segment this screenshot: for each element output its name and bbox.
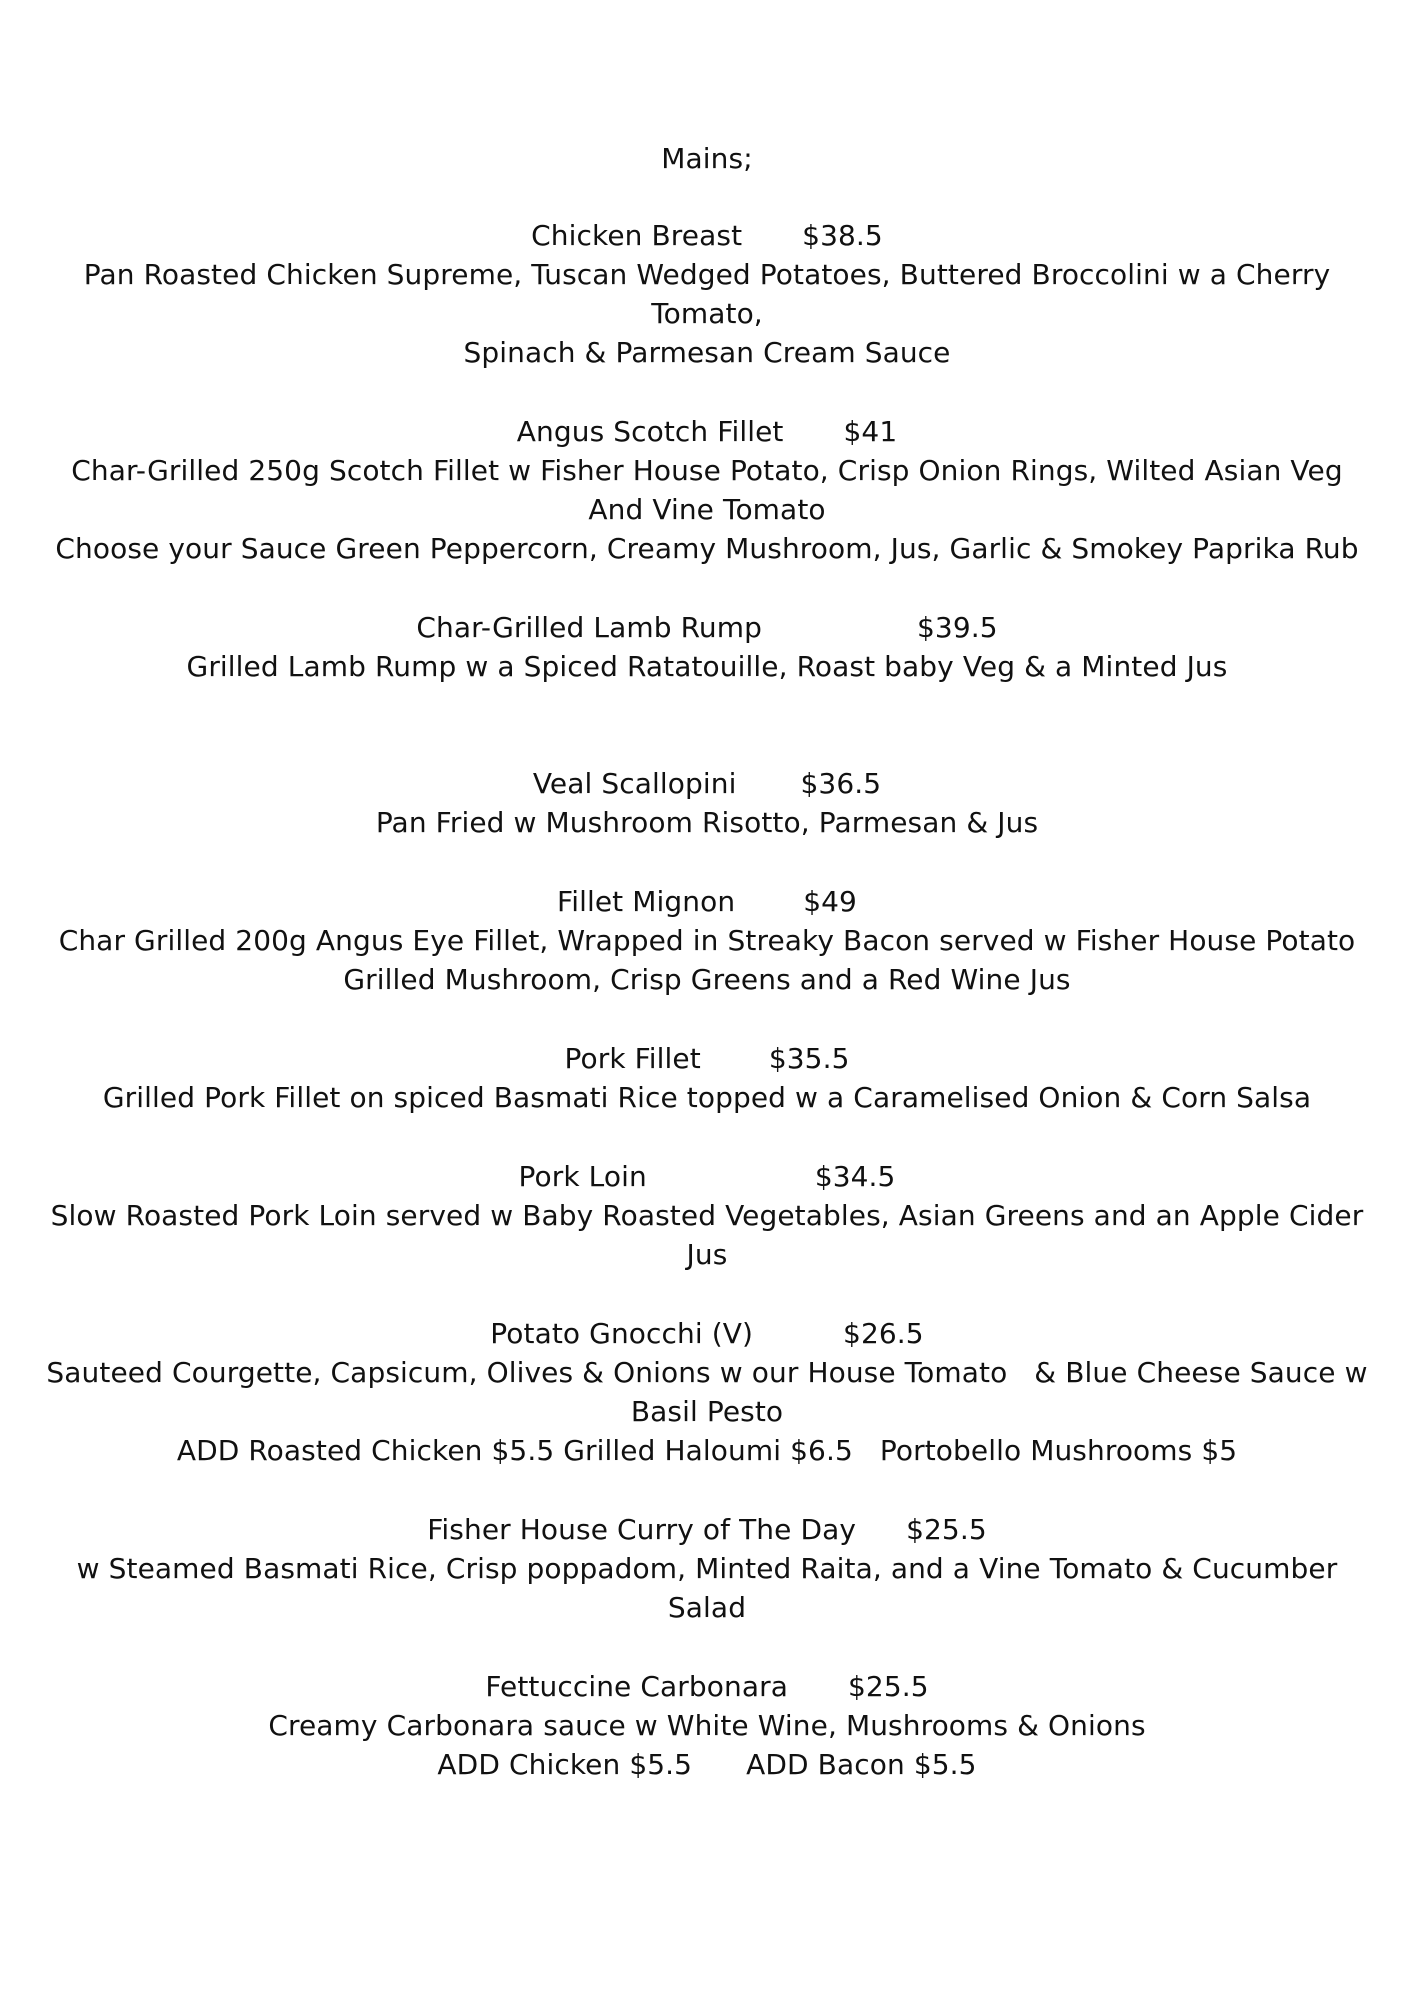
menu-item-title [0,412,1414,452]
dish-description: And Vine Tomato [588,493,826,526]
menu-item-title [0,1667,1414,1707]
dish-description: Grilled Pork Fillet on spiced Basmati Rice topped w a Caramelised Onion & Corn Salsa [102,1081,1312,1114]
dish-name: Pork Fillet [564,1042,701,1075]
menu-item-title [0,1039,1414,1079]
dish-description: w Steamed Basmati Rice, Crisp poppadom, Minted Raita, and a Vine Tomato & Cucumber [76,1552,1338,1585]
dish-price: $39.5 [916,611,998,644]
menu-item-title [0,608,1414,648]
dish-name: Veal Scallopini [532,767,737,800]
menu-item-title [0,764,1414,804]
dish-description: Pan Fried w Mushroom Risotto, Parmesan & Jus [375,806,1039,839]
dish-description: Pan Roasted Chicken Supreme, Tuscan Wedged Potatoes, Buttered Broccolini w a Cherry [83,258,1331,291]
dish-description: Sauteed Courgette, Capsicum, Olives & Onions w our House Tomato & Blue Cheese Sauce w [46,1356,1368,1389]
menu-item-title [0,1314,1414,1354]
dish-price: $34.5 [814,1160,896,1193]
dish-name: Angus Scotch Fillet [516,415,784,448]
menu-item-title [0,882,1414,922]
dish-name: Fisher House Curry of The Day [427,1513,857,1546]
dish-name: Potato Gnocchi (V) [490,1317,754,1350]
dish-description: Basil Pesto [630,1395,784,1428]
dish-price: $35.5 [768,1042,850,1075]
menu-heading: Mains; [661,142,753,175]
dish-addons: ADD Roasted Chicken $5.5 Grilled Haloumi $6.5 Portobello Mushrooms $5 [176,1434,1238,1467]
dish-name: Fillet Mignon [557,885,736,918]
dish-price: $49 [803,885,857,918]
dish-description: Spinach & Parmesan Cream Sauce [463,336,951,369]
dish-name: Chicken Breast [531,219,743,252]
dish-description: Tomato, [651,297,763,330]
dish-description: Salad [667,1591,747,1624]
dish-description: Grilled Lamb Rump w a Spiced Ratatouille, Roast baby Veg & a Minted Jus [186,650,1228,683]
menu-item-title [0,1157,1414,1197]
dish-name: Fettuccine Carbonara [485,1670,788,1703]
dish-description: Grilled Mushroom, Crisp Greens and a Red Wine Jus [343,963,1071,996]
dish-description: Slow Roasted Pork Loin served w Baby Roasted Vegetables, Asian Greens and an Apple Cider [50,1199,1364,1232]
dish-price: $41 [843,415,898,448]
dish-description: Choose your Sauce Green Peppercorn, Creamy Mushroom, Jus, Garlic & Smokey Paprika Rub [55,532,1359,565]
dish-name: Char-Grilled Lamb Rump [416,611,762,644]
dish-addons: ADD Chicken $5.5 ADD Bacon $5.5 [437,1748,977,1781]
dish-price: $38.5 [802,219,883,252]
dish-description: Creamy Carbonara sauce w White Wine, Mushrooms & Onions [268,1709,1146,1742]
menu-item-title [0,1510,1414,1550]
dish-description: Char-Grilled 250g Scotch Fillet w Fisher House Potato, Crisp Onion Rings, Wilted Asian Veg [71,454,1343,487]
dish-description: Char Grilled 200g Angus Eye Fillet, Wrapped in Streaky Bacon served w Fisher House Potato [58,924,1356,957]
menu-item-title [0,216,1414,256]
dish-price: $25.5 [847,1670,929,1703]
dish-description: Jus [686,1238,728,1271]
dish-price: $36.5 [800,767,882,800]
dish-name: Pork Loin [518,1160,647,1193]
dish-price: $25.5 [906,1513,987,1546]
dish-price: $26.5 [843,1317,924,1350]
